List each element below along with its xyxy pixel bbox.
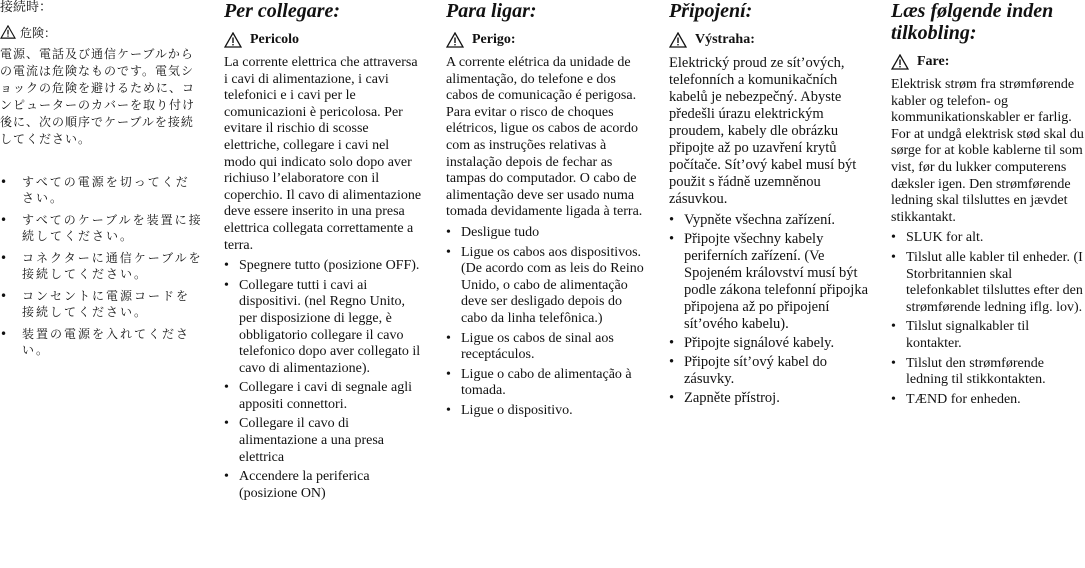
warning-icon <box>669 32 687 48</box>
warning-heading <box>669 30 869 50</box>
warning-text: A corrente elétrica da unidade de alimentação, do telefone e dos cabos de comunicação é perigosa. Para evitar o risco de choques elétricos, ligue os cabos de acordo com as instruções relativas à instalação depois de fechar as tampas do computador. O cabo de alimentação deve ser usado numa tomada devidamente ligada à terra. <box>446 55 643 220</box>
section-title: Per collegare: <box>224 0 341 22</box>
warning-icon <box>891 54 909 70</box>
section-title: 接続時： <box>0 0 53 15</box>
column-czech <box>669 0 869 409</box>
step-item: • Ligue o cabo de alimentação à tomada. <box>446 367 646 400</box>
step-item: • Vypněte všechna zařízení. <box>669 212 869 229</box>
step-item: • Tilslut den strømførende ledning til stikkontakten. <box>891 356 1085 389</box>
warning-text: Elektrický proud ze sít’ových, telefonních a komunikačních kabelů je nebezpečný. Abyste předešli úrazu elektrickým proudem, kabely dle obrázku připojte až po uzavření krytů počítače. Sít’ový kabel musí být použit s řádně uzemněnou zásuvkou. <box>669 55 857 207</box>
step-item: • Připojte sít’ový kabel do zásuvky. <box>669 354 869 388</box>
step-item: • 装置の電源を入れてください。 <box>0 326 203 358</box>
section-title: Læs følgende inden tilkobling: <box>891 0 1054 44</box>
step-item: • Collegare tutti i cavi ai dispositivi. (nel Regno Unito, per disposizione di legge, è obbligatorio collegare il cavo telefonico dopo aver collegato il cavo di alimentazione). <box>224 278 424 378</box>
column-portuguese <box>446 0 646 422</box>
column-danish <box>891 0 1085 411</box>
steps-list <box>0 174 203 358</box>
step-item: • Připojte všechny kabely periferních zařízení. (Ve Spojeném království musí být podle zákona telefonní připojka připojena až po připojení sít’ového kabelu). <box>669 231 869 333</box>
step-item: • Zapněte přístroj. <box>669 390 869 407</box>
steps-list <box>446 225 646 420</box>
warning-icon <box>446 32 464 48</box>
warning-icon <box>0 25 16 39</box>
warning-icon <box>224 32 242 48</box>
steps-list <box>891 230 1085 408</box>
steps-list <box>669 212 869 407</box>
step-item: • コンセントに電源コードを接続してください。 <box>0 288 203 320</box>
section-title: Připojení: <box>669 0 753 22</box>
warning-text: La corrente elettrica che attraversa i cavi di alimentazione, i cavi telefonici e i cavi per le comunicazioni è pericolosa. Per evitare il rischio di scosse elettriche, collegare i cavi nel modo qui indicato solo dopo aver richiuso l’elaboratore con il coperchio. Il cavo di alimentazione deve essere inserito in una presa elettrica collegata correttamente a terra. <box>224 55 422 253</box>
warning-label: Pericolo <box>250 32 299 47</box>
warning-label: Perigo: <box>472 32 516 47</box>
step-item: • TÆND for enheden. <box>891 392 1085 409</box>
step-item: • SLUK for alt. <box>891 230 1085 247</box>
step-item: • Collegare i cavi di segnale agli appositi connettori. <box>224 380 424 413</box>
warning-heading <box>891 52 1085 72</box>
steps-list <box>224 258 424 502</box>
step-item: • すべての電源を切ってください。 <box>0 174 203 206</box>
step-item: • コネクターに通信ケーブルを接続してください。 <box>0 250 203 282</box>
step-item: • Tilslut signalkabler til kontakter. <box>891 319 1085 352</box>
warning-text: 電源、電話及び通信ケーブルからの電流は危険なものです。電気ショックの危険を避けるために、コンピューターのカバーを取り付け後に、次の順序でケーブルを接続してください。 <box>0 47 196 146</box>
warning-label: 危険： <box>20 25 57 40</box>
warning-heading <box>0 22 203 42</box>
step-item: • Tilslut alle kabler til enheder. (I Storbritannien skal telefonkablet tilsluttes efter den strømførende ledning iflg. lov). <box>891 250 1085 316</box>
step-item: • Accendere la periferica (posizione ON) <box>224 469 424 502</box>
step-item: • Desligue tudo <box>446 225 646 242</box>
step-item: • Ligue o dispositivo. <box>446 403 646 420</box>
warning-label: Fare: <box>917 54 950 69</box>
warning-heading <box>224 30 424 50</box>
column-japanese <box>0 0 203 364</box>
step-item: • Ligue os cabos aos dispositivos. (De acordo com as leis do Reino Unido, o cabo de alimentação deve ser desligado depois do cabo da linha telefônica.) <box>446 245 646 328</box>
step-item: • Ligue os cabos de sinal aos receptáculos. <box>446 331 646 364</box>
step-item: • Collegare il cavo di alimentazione a una presa elettrica <box>224 416 424 466</box>
step-item: • Připojte signálové kabely. <box>669 335 869 352</box>
step-item: • Spegnere tutto (posizione OFF). <box>224 258 424 275</box>
warning-text: Elektrisk strøm fra strømførende kabler og telefon- og kommunikationskabler er farlig. For at undgå elektrisk stød skal du sørge for at koble kablerne til som vist, før du lukker computerens dæksler igen. Den strømførende ledning skal tilsluttes en jævdet stikkantakt. <box>891 77 1084 225</box>
warning-heading <box>446 30 646 50</box>
warning-label: Výstraha: <box>695 32 755 47</box>
column-italian <box>224 0 424 505</box>
section-title: Para ligar: <box>446 0 537 22</box>
step-item: • すべてのケーブルを装置に接続してください。 <box>0 212 203 244</box>
